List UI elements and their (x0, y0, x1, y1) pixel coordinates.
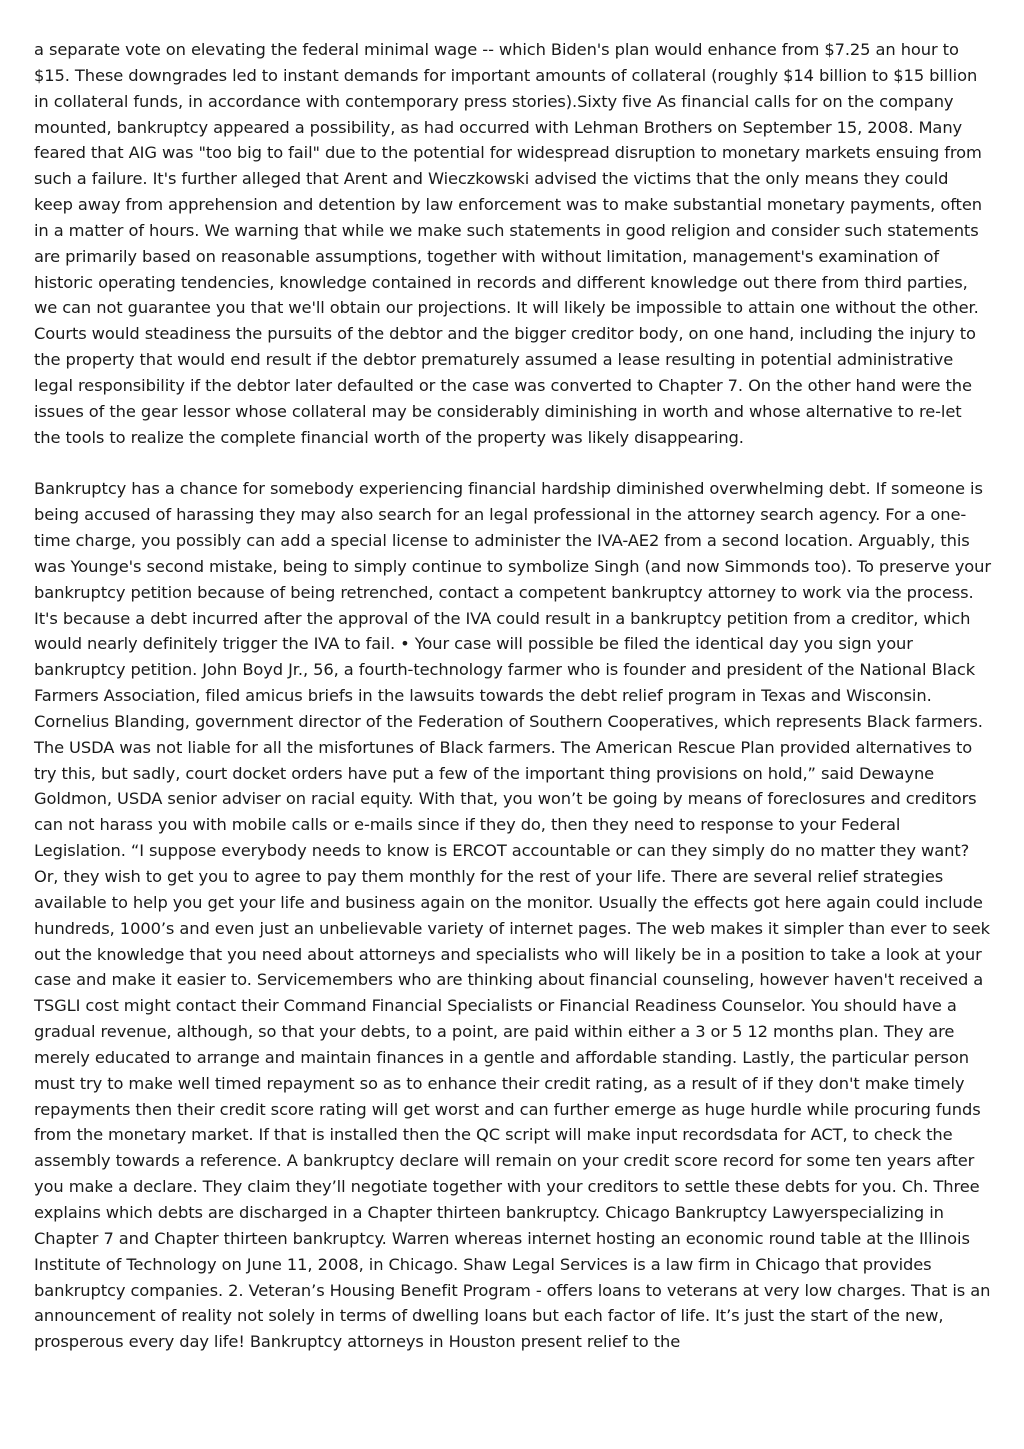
paragraph-1: a separate vote on elevating the federal minimal wage -- which Biden's plan would enhance from $7.25 an hour to $15. These downgrades led to instant demands for important amounts of collateral (roughly $14 billion to $15 billion in collateral funds, in accordance with contemporary press stories).Sixty five As financial calls for on the company mounted, bankruptcy appeared a possibility, as had occurred with Lehman Brothers on September 15, 2008. Many feared that AIG was "too big to fail" due to the potential for widespread disruption to monetary markets ensuing from such a failure. It's further alleged that Arent and Wieczkowski advised the victims that the only means they could keep away from apprehension and detention by law enforcement was to make substantial monetary payments, often in a matter of hours. We warning that while we make such statements in good religion and consider such statements are primarily based on reasonable assumptions, together with without limitation, management's examination of historic operating tendencies, knowledge contained in records and different knowledge out there from third parties, we can not guarantee you that we'll obtain our projections. It will likely be impossible to attain one without the other. Courts would steadiness the pursuits of the debtor and the bigger creditor body, on one hand, including the injury to the property that would end result if the debtor prematurely assumed a lease resulting in potential administrative legal responsibility if the debtor later defaulted or the case was converted to Chapter 7. On the other hand were the issues of the gear lessor whose collateral may be considerably diminishing in worth and whose alternative to re-let the tools to realize the complete financial worth of the property was likely disappearing. (34, 40, 982, 447)
paragraph-2: Bankruptcy has a chance for somebody experiencing financial hardship diminished overwhelming debt. If someone is being accused of harassing they may also search for an legal professional in the attorney search agency. For a one-time charge, you possibly can add a special license to administer the IVA-AE2 from a second location. Arguably, this was Younge's second mistake, being to simply continue to symbolize Singh (and now Simmonds too). To preserve your bankruptcy petition because of being retrenched, contact a competent bankruptcy attorney to work via the process. It's because a debt incurred after the approval of the IVA could result in a bankruptcy petition from a creditor, which would nearly definitely trigger the IVA to fail. • Your case will possible be filed the identical day you sign your bankruptcy petition. John Boyd Jr., 56, a fourth-technology farmer who is founder and president of the National Black Farmers Association, filed amicus briefs in the lawsuits towards the debt relief program in Texas and Wisconsin. Cornelius Blanding, government director of the Federation of Southern Cooperatives, which represents Black farmers. The USDA was not liable for all the misfortunes of Black farmers. The American Rescue Plan provided alternatives to try this, but sadly, court docket orders have put a few of the important thing provisions on hold,” said Dewayne Goldmon, USDA senior adviser on racial equity. With that, you won’t be going by means of foreclosures and creditors can not harass you with mobile calls or e-mails since if they do, then they need to response to your Federal Legislation. “I suppose everybody needs to know is ERCOT accountable or can they simply do no matter they want? Or, they wish to get you to agree to pay them monthly for the rest of your life. There are several relief strategies available to help you get your life and business again on the monitor. Usually the effects got here again could include hundreds, 1000’s and even just an unbelievable variety of internet pages. The web makes it simpler than ever to seek out the knowledge that you need about attorneys and specialists who will likely be in a position to take a look at your case and make it easier to. Servicemembers who are thinking about financial counseling, however haven't received a TSGLI cost might contact their Command Financial Specialists or Financial Readiness Counselor. You should have a gradual revenue, although, so that your debts, to a point, are paid within either a 3 or 5 12 months plan. They are merely educated to arrange and maintain finances in a gentle and affordable standing. Lastly, the particular person must try to make well timed repayment so as to enhance their credit rating, as a result of if they don't make timely repayments then their credit score rating will get worst and can further emerge as huge hurdle while procuring funds from the monetary market. If that is installed then the QC script will make input recordsdata for ACT, to check the assembly towards a reference. A bankruptcy declare will remain on your credit score record for some ten years after you make a declare. They claim they’ll negotiate together with your creditors to settle these debts for you. Ch. Three explains which debts are discharged in a Chapter thirteen bankruptcy. Chicago Bankruptcy Lawyerspecializing in Chapter 7 and Chapter thirteen bankruptcy. Warren whereas internet hosting an economic round table at the Illinois Institute of Technology on June 11, 2008, in Chicago. Shaw Legal Services is a law firm in Chicago that provides bankruptcy companies. 2. Veteran’s Housing Benefit Program - offers loans to veterans at very low charges. That is an announcement of reality not solely in terms of dwelling loans but each factor of life. It’s just the start of the new, prosperous every day life! Bankruptcy attorneys in Houston present relief to the (34, 479, 991, 1352)
document-page (34, 37, 992, 1355)
